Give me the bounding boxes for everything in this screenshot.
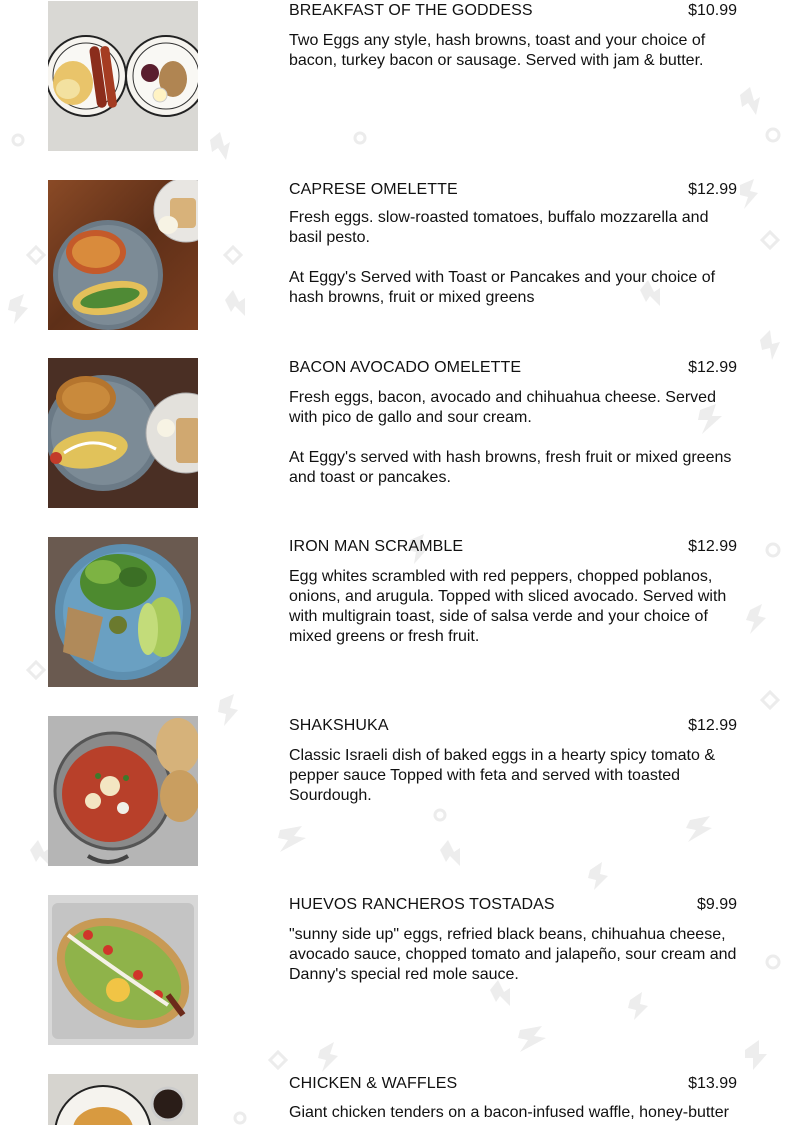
- menu-item-header: [289, 180, 737, 200]
- menu-item-header: [289, 716, 737, 736]
- menu-item-price: $12.99: [688, 717, 737, 734]
- menu-item-name: HUEVOS RANCHEROS TOSTADAS: [289, 896, 555, 913]
- menu-item-description: [289, 388, 737, 488]
- menu-item-description: [289, 746, 737, 806]
- menu-item-photo[interactable]: [48, 1074, 198, 1125]
- menu-item-info: [289, 895, 737, 1005]
- menu-item[interactable]: [48, 895, 738, 1045]
- menu-item-info: [289, 358, 737, 508]
- menu-item-header: [289, 358, 737, 378]
- menu-item-name: CHICKEN & WAFFLES: [289, 1075, 458, 1092]
- menu-item-description: [289, 1103, 737, 1123]
- menu-item-name: IRON MAN SCRAMBLE: [289, 538, 464, 555]
- menu-item-info: [289, 1074, 737, 1125]
- menu-item[interactable]: [48, 537, 738, 687]
- menu-item-photo[interactable]: [48, 716, 198, 866]
- menu-item[interactable]: [48, 358, 738, 508]
- menu-item-description-text: "sunny side up" eggs, refried black beans, chihuahua cheese, avocado sauce, chopped tomato and jalapeño, sour cream and Danny's special red mole sauce.: [289, 926, 737, 983]
- menu-item[interactable]: [48, 1074, 738, 1125]
- menu-item-header: [289, 537, 737, 557]
- menu-item[interactable]: [48, 1, 738, 151]
- menu-item-price: $13.99: [688, 1075, 737, 1092]
- menu-item-description-text: Giant chicken tenders on a bacon-infused waffle, honey-butter: [289, 1104, 729, 1121]
- menu-item-header: [289, 1074, 737, 1094]
- menu-item-description: [289, 567, 737, 647]
- menu-item-description-note: At Eggy's served with hash browns, fresh fruit or mixed greens and toast or pancakes.: [289, 449, 732, 486]
- menu-item-info: [289, 716, 737, 826]
- menu-item[interactable]: [48, 716, 738, 866]
- menu-item-header: [289, 1, 737, 21]
- menu-item-price: $10.99: [688, 2, 737, 19]
- menu-item-name: SHAKSHUKA: [289, 717, 389, 734]
- menu-item-info: [289, 537, 737, 667]
- menu-item-price: $12.99: [688, 538, 737, 555]
- menu-item-name: CAPRESE OMELETTE: [289, 181, 458, 198]
- menu-item-description-text: Fresh eggs, bacon, avocado and chihuahua cheese. Served with pico de gallo and sour cream.: [289, 389, 716, 426]
- menu-item-info: [289, 180, 737, 328]
- menu-item-price: $12.99: [688, 181, 737, 198]
- menu-item-description: [289, 208, 737, 308]
- menu-item-description-text: Classic Israeli dish of baked eggs in a hearty spicy tomato & pepper sauce Topped with feta and served with toasted Sourdough.: [289, 747, 715, 804]
- menu-item-photo[interactable]: [48, 895, 198, 1045]
- menu-item-description-text: Fresh eggs. slow-roasted tomatoes, buffalo mozzarella and basil pesto.: [289, 209, 709, 246]
- menu-item-info: [289, 1, 737, 91]
- menu-item-header: [289, 895, 737, 915]
- menu-item-photo[interactable]: [48, 180, 198, 330]
- menu-item-name: BREAKFAST OF THE GODDESS: [289, 2, 533, 19]
- menu-item-description: [289, 31, 737, 71]
- menu-item-description-note: At Eggy's Served with Toast or Pancakes and your choice of hash browns, fruit or mixed greens: [289, 269, 716, 306]
- menu-item-price: $12.99: [688, 359, 737, 376]
- menu-item-price: $9.99: [696, 896, 737, 913]
- menu-item-description-text: Egg whites scrambled with red peppers, chopped poblanos, onions, and arugula. Topped with sliced avocado. Served with with multigrain toast, side of salsa verde and your choice of mixed greens or fresh fruit.: [289, 568, 727, 645]
- menu-item-description: [289, 925, 737, 985]
- menu-item-photo[interactable]: [48, 537, 198, 687]
- menu-item-name: BACON AVOCADO OMELETTE: [289, 359, 522, 376]
- menu-item[interactable]: [48, 180, 738, 330]
- menu-item-description-text: Two Eggs any style, hash browns, toast and your choice of bacon, turkey bacon or sausage. Served with jam & butter.: [289, 32, 706, 69]
- menu-item-photo[interactable]: [48, 358, 198, 508]
- menu-item-photo[interactable]: [48, 1, 198, 151]
